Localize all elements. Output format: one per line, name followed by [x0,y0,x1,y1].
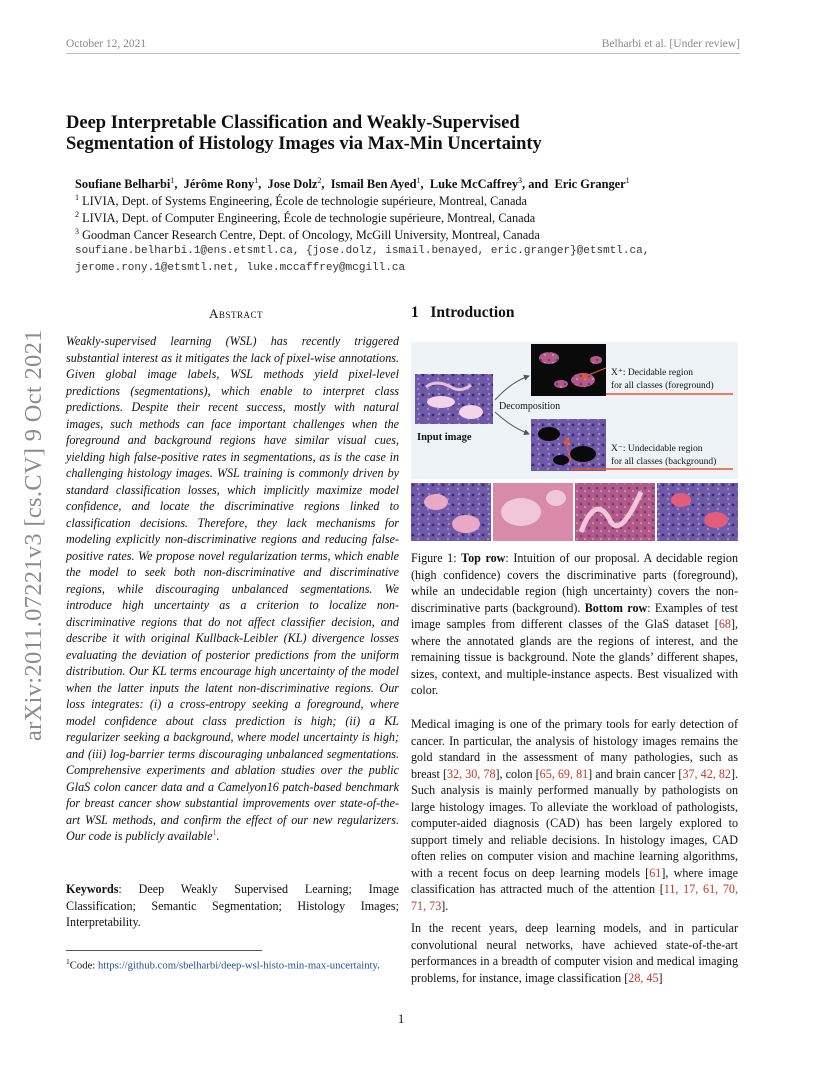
intro-paragraph-1 [411,716,738,914]
paragraph-text: ] and brain cancer [ [588,766,683,781]
paragraph-text: In the recent years, deep learning models, and in particular convolutional neural networks, have achieved state-of-the-art performances in a breadth of computer vision and medical imaging problems, for instance, image classification [ [411,921,738,985]
affiliation-sup: 2 [75,210,79,219]
citation-link[interactable]: 65, 69, 81 [539,766,589,781]
paragraph-text: ]. Such analysis is mainly performed manually by pathologists on large histology images. To alleviate the workload of pathologists, computer-aided diagnosis (CAD) has been largely explored to support timely and reliable decisions. In histology images, CAD often relies on computer vision and machine learning algorithms, with a recent focus on deep learning models [ [411,766,739,880]
section-title: Introduction [430,304,515,321]
paragraph-text: ] [658,970,663,985]
author-name: Soufiane Belharbi [75,177,171,192]
keywords-text: : Deep Weakly Supervised Learning; Image Classification; Semantic Segmentation; Histology Images; Interpretability. [66,882,399,929]
xminus-label-line-2: for all classes (background) [611,457,717,467]
caption-top-text: : Intuition of our proposal. A decidable region (high confidence) covers the discriminative parts (foreground), while an undecidable region (high uncertainty) covers the non-discriminative parts (background). [411,551,738,615]
author-list: Soufiane Belharbi$^1$, Jérôme Rony$^1$, Jose Dolz$^2$, Ismail Ben Ayed$^1$, Luke McCaffrey$^3$, and Eric Granger$^1$ [75,176,630,192]
author-and: and [528,177,549,192]
affiliation-text: Goodman Cancer Research Centre, Dept. of Oncology, McGill University, Montreal, Canada [82,228,540,243]
input-image-label: Input image [417,432,472,443]
affiliation [75,210,535,226]
caption-bottom-bold: Bottom row [584,600,648,615]
author-sup: 1 [416,176,421,185]
caption-bottom-text-2: ], where the annotated glands are the regions of interest, and the remaining tissue is background. Note the glands’ different shapes, sizes, context, and multiple-instance aspects. Best visualized with color. [411,617,738,697]
input-image [415,374,493,424]
author-sup: 1 [625,176,630,185]
arxiv-stamp: arXiv:2011.07221v3 [cs.CV] 9 Oct 2021 [20,329,47,741]
author-sup: 1 [170,176,175,185]
footnote-rule [66,950,262,951]
header-rule [66,53,740,54]
caption-label: Figure 1: [411,551,462,565]
affiliation-text: LIVIA, Dept. of Computer Engineering, École de technologie supérieure, Montreal, Canada [82,211,536,226]
author-name: Luke McCaffrey [429,177,519,192]
affiliation-sup: 3 [75,227,79,236]
affiliation [75,193,527,209]
sample-image-1 [411,483,491,541]
author-sup: 2 [317,176,322,185]
footnote-tail: . [377,959,380,972]
footnote-sup: 1 [66,957,70,966]
sample-image-4 [657,483,738,541]
abstract-heading [66,306,406,322]
author-name: Eric Granger [554,177,626,192]
sample-image-2 [493,483,573,541]
citation-link[interactable]: 11, 17, 61, 70, 71, 73 [411,882,738,913]
xplus-label-line-2: for all classes (foreground) [611,381,714,391]
abstract-text: Weakly-supervised learning (WSL) has recently triggered substantial interest as it mitigates the lack of pixel-wise annotations. Given global image labels, WSL methods yield pixel-level predictions (segmentations), which enable to interpret class predictions. Despite their recent success, mostly with natural images, such methods can face important challenges when the foreground and background regions have similar visual cues, yielding high false-positive rates in segmentations, as is the case in challenging histology images. WSL training is commonly driven by standard classification losses, which implicitly maximize model confidence, and locate the discriminative regions linked to classification decisions. Therefore, they lack mechanisms for modeling explicitly non-discriminative regions and reducing false-positive rates. We propose novel regularization terms, which enable the model to seek both non-discriminative and discriminative regions, while discouraging unbalanced segmentations. We introduce high uncertainty as a criterion to localize non-discriminative regions that do not affect classifier decision, and describe it with original Kullback-Leibler (KL) divergence losses evaluating the deviation of posterior predictions from the uniform distribution. Our KL terms encourage high uncertainty of the model when the latter inputs the latent non-discriminative regions. Our loss integrates: (i) a cross-entropy seeking a foreground, where model confidence about class prediction is high; (ii) a KL regularizer seeking a background, where model uncertainty is high; and (iii) log-barrier terms discouraging unbalanced segmentations. Comprehensive experiments and ablation studies over the public GlaS colon cancer data and a Camelyon16 patch-based benchmark for breast cancer show substantial improvements over state-of-the-art WSL methods, and confirm the effect of our new regularizers. Our code is publicly available [66,334,399,843]
sample-image-3 [575,483,655,541]
author-sup: 1 [254,176,259,185]
author-name: Jose Dolz [267,177,318,192]
citation-link[interactable]: 28, 45 [628,970,659,985]
abstract-footnote-mark[interactable]: 1 [212,827,217,837]
paper-title [66,113,626,155]
header-running-title: Belharbi et al. [Under review] [601,38,740,50]
citation-link[interactable]: 61 [649,865,662,880]
keywords-label: Keywords [66,882,119,896]
sample-strip [411,483,738,541]
affiliation-sup: 1 [75,193,79,202]
section-number: 1 [411,304,419,321]
paragraph-text: ]. [441,898,449,913]
author-name: Jérôme Rony [183,177,255,192]
author-sup: 3 [518,176,523,185]
paragraph-text: ], where image classification has attracted much of the attention [ [411,865,738,896]
paragraph-text: ], colon [ [495,766,540,781]
xminus-label-line-1: X⁻: Undecidable region [611,444,703,454]
footnote [66,955,400,973]
author-emails-line-1: soufiane.belharbi.1@ens.etsmtl.ca, {jose.dolz, ismail.benayed, eric.granger}@etsmtl.ca, [75,245,650,257]
citation-link[interactable]: 68 [718,617,731,631]
affiliation [75,227,540,243]
figure-1-caption [411,550,738,699]
code-link[interactable]: https://github.com/sbelharbi/deep-wsl-histo-min-max-uncertainty [97,959,378,972]
footnote-label: Code: [69,959,98,972]
background-image [531,419,606,471]
author-emails-line-2: jerome.rony.1@etsmtl.net, luke.mccaffrey@mcgill.ca [75,262,406,274]
figure-1 [411,342,738,542]
title-line-2: Segmentation of Histology Images via Max-Min Uncertainty [66,134,542,154]
title-line-1: Deep Interpretable Classification and Weakly-Supervised [66,113,520,133]
paragraph-text: Medical imaging is one of the primary tools for early detection of cancer. In particular, the analysis of histology images remains the gold standard in the assessment of many pathologies, such as breast [ [411,717,738,781]
foreground-image [531,344,606,396]
header-date: October 12, 2021 [66,38,147,50]
caption-bottom-text: : Examples of test image samples from different classes of the GlaS dataset [ [411,600,738,631]
caption-top-bold: Top row [461,551,506,565]
intro-paragraph-2 [411,920,738,986]
affiliation-text: LIVIA, Dept. of Systems Engineering, École de technologie supérieure, Montreal, Canada [82,194,528,209]
author-name: Ismail Ben Ayed [330,177,417,192]
citation-link[interactable]: 37, 42, 82 [682,766,731,781]
section-heading [411,304,515,322]
keywords [66,881,399,931]
decomposition-label: Decomposition [499,401,561,412]
citation-link[interactable]: 32, 30, 78 [447,766,496,781]
page-number: 1 [398,1012,405,1026]
abstract-body: Weakly-supervised learning (WSL) has recently triggered substantial interest as it mitigates the lack of pixel-wise annotations. Given global image labels, WSL methods yield pixel-level predictions (segmentations), which enable to interpret class predictions. Despite their recent success, mostly with natural images, such methods can face important challenges when the foreground and background regions have similar visual cues, yielding high false-positive rates in segmentations, as is the case in challenging histology images. WSL training is commonly driven by standard classification losses, which implicitly maximize model confidence, and locate the discriminative regions linked to classification decisions. Therefore, they lack mechanisms for modeling explicitly non-discriminative regions and reducing false-positive rates. We propose novel regularization terms, which enable the model to seek both non-discriminative and discriminative regions, while discouraging unbalanced segmentations. We introduce high uncertainty as a criterion to localize non-discriminative regions that do not affect classifier decision, and describe it with original Kullback-Leibler (KL) divergence losses evaluating the deviation of posterior predictions from the uniform distribution. Our KL terms encourage high uncertainty of the model when the latter inputs the latent non-discriminative regions. Our loss integrates: (i) a cross-entropy seeking a foreground, where model confidence about class prediction is high; (ii) a KL regularizer seeking a background, where model uncertainty is high; and (iii) log-barrier terms discouraging unbalanced segmentations. Comprehensive experiments and ablation studies over the public GlaS colon cancer data and a Camelyon16 patch-based benchmark for breast cancer show substantial improvements over state-of-the-art WSL methods, and confirm the effect of our new regularizers. Our code is publicly available$^1$. [66,334,399,843]
xplus-label-line-1: X⁺: Decidable region [611,368,694,378]
abstract-heading-text: Abstract [209,306,263,321]
